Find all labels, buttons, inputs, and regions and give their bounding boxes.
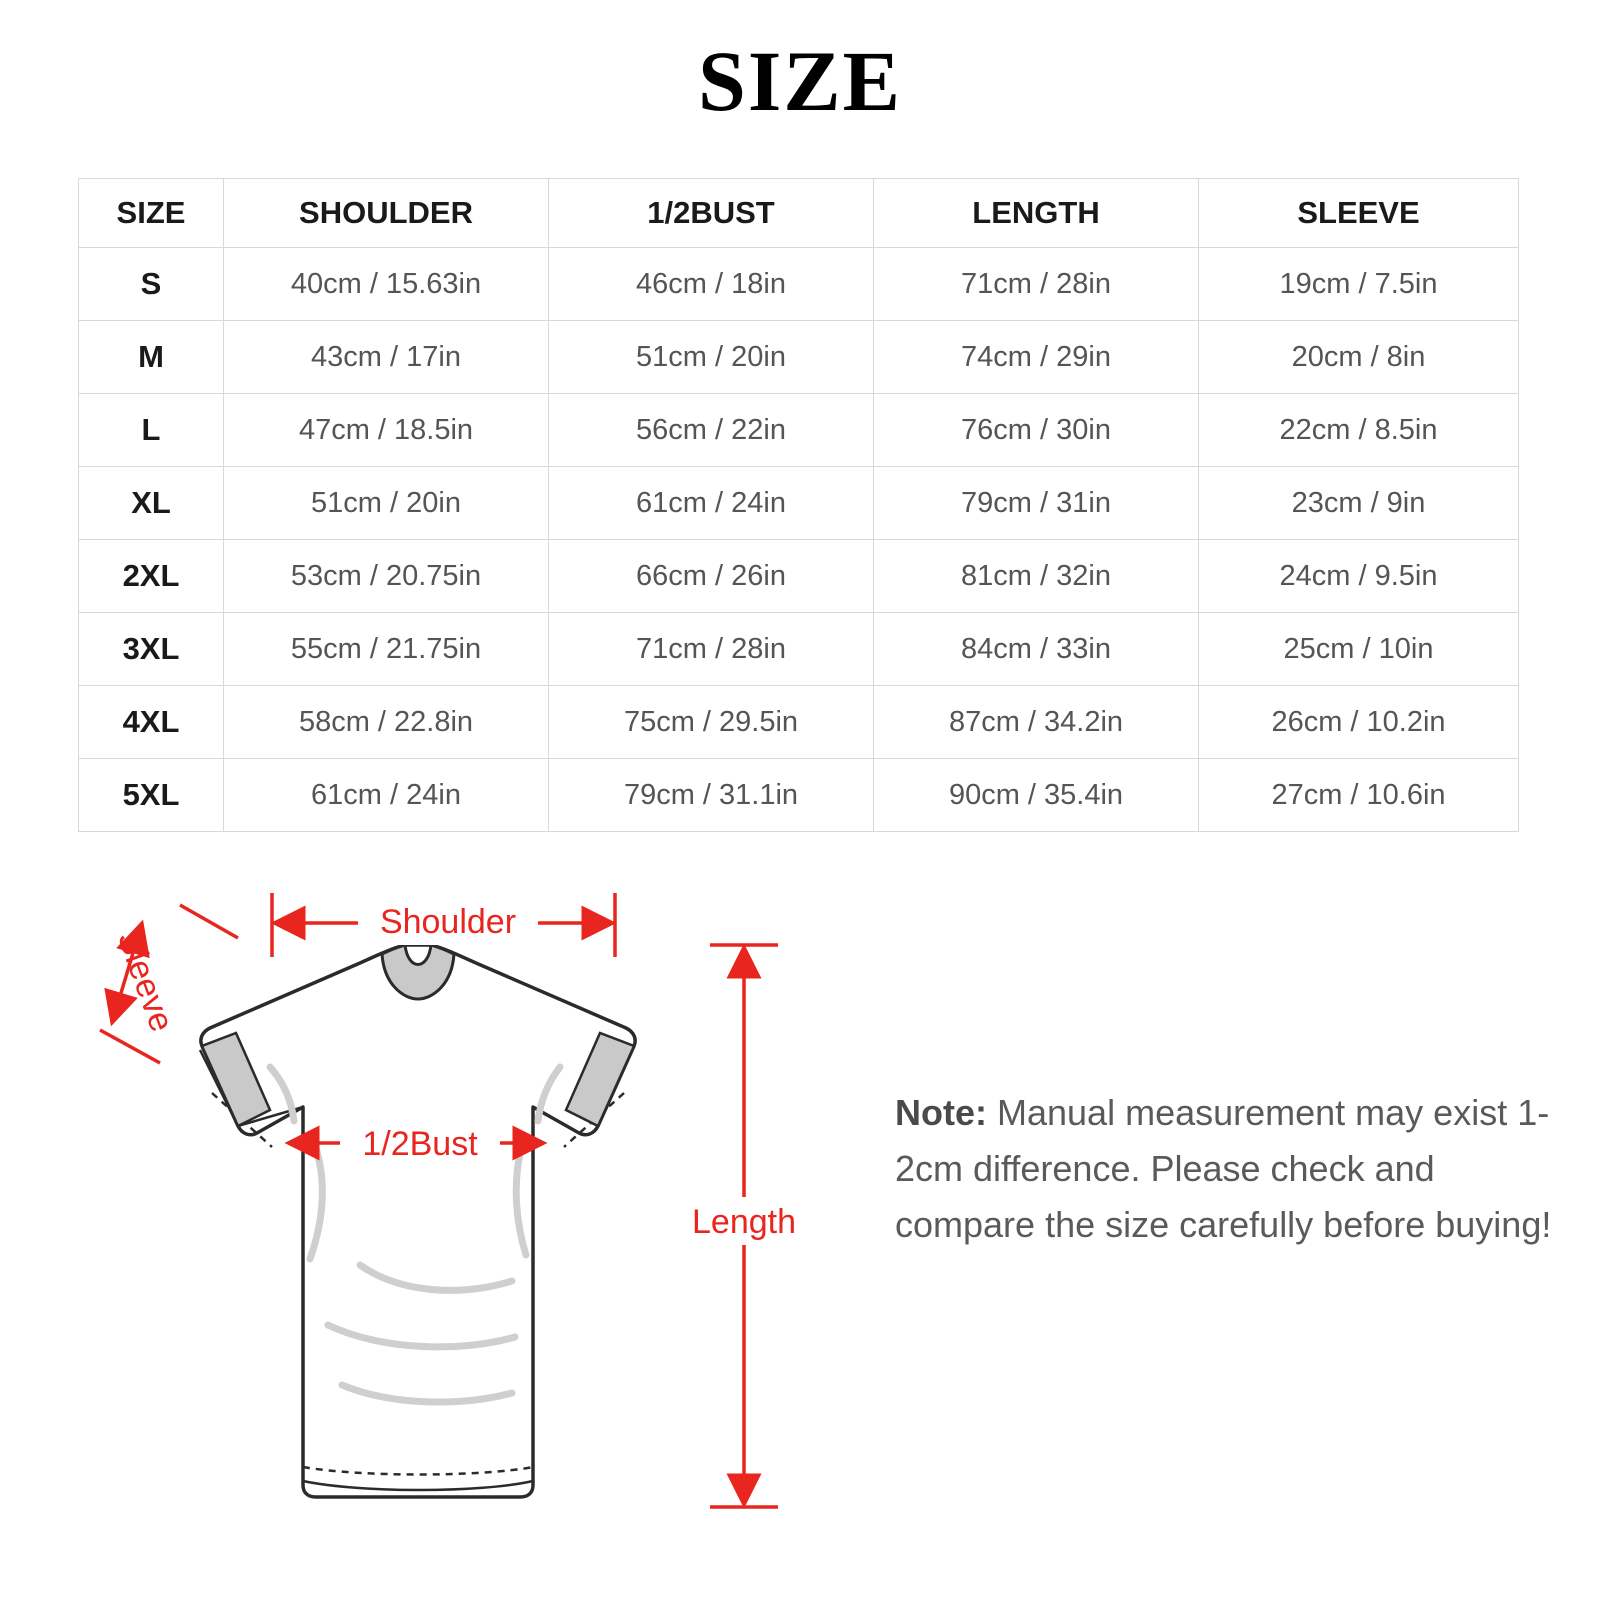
cell-bust: 56cm / 22in [549,394,874,467]
column-header-bust: 1/2BUST [549,179,874,248]
cell-bust: 66cm / 26in [549,540,874,613]
cell-sleeve: 22cm / 8.5in [1199,394,1519,467]
cell-length: 76cm / 30in [874,394,1199,467]
table-row [79,248,1519,321]
cell-length: 81cm / 32in [874,540,1199,613]
cell-shoulder: 58cm / 22.8in [224,686,549,759]
cell-sleeve: 24cm / 9.5in [1199,540,1519,613]
table-row [79,321,1519,394]
cell-length: 84cm / 33in [874,613,1199,686]
cell-size: S [79,248,224,321]
cell-length: 90cm / 35.4in [874,759,1199,832]
table-row [79,540,1519,613]
table-row [79,613,1519,686]
cell-shoulder: 40cm / 15.63in [224,248,549,321]
cell-sleeve: 23cm / 9in [1199,467,1519,540]
cell-length: 87cm / 34.2in [874,686,1199,759]
cell-size: M [79,321,224,394]
column-header-size: SIZE [79,179,224,248]
cell-bust: 61cm / 24in [549,467,874,540]
column-header-shoulder: SHOULDER [224,179,549,248]
table-row [79,467,1519,540]
cell-shoulder: 53cm / 20.75in [224,540,549,613]
cell-size: 5XL [79,759,224,832]
cell-shoulder: 47cm / 18.5in [224,394,549,467]
cell-size: L [79,394,224,467]
cell-shoulder: 61cm / 24in [224,759,549,832]
cell-length: 74cm / 29in [874,321,1199,394]
column-header-length: LENGTH [874,179,1199,248]
page-title: SIZE [697,33,903,129]
cell-shoulder: 51cm / 20in [224,467,549,540]
cell-sleeve: 26cm / 10.2in [1199,686,1519,759]
cell-bust: 75cm / 29.5in [549,686,874,759]
cell-bust: 79cm / 31.1in [549,759,874,832]
note-block [895,1085,1555,1252]
cell-size: 2XL [79,540,224,613]
cell-size: 3XL [79,613,224,686]
note-text: Manual measurement may exist 1-2cm difference. Please check and compare the size carefully before buying! [895,1092,1552,1245]
cell-length: 79cm / 31in [874,467,1199,540]
cell-size: 4XL [79,686,224,759]
tshirt-measurement-diagram [60,845,860,1565]
cell-size: XL [79,467,224,540]
cell-sleeve: 20cm / 8in [1199,321,1519,394]
cell-bust: 46cm / 18in [549,248,874,321]
note-label: Note: [895,1092,987,1133]
shoulder-label: Shoulder [379,903,517,941]
column-header-sleeve: SLEEVE [1199,179,1519,248]
tshirt-illustration [200,945,635,1497]
cell-shoulder: 55cm / 21.75in [224,613,549,686]
cell-sleeve: 27cm / 10.6in [1199,759,1519,832]
cell-shoulder: 43cm / 17in [224,321,549,394]
sleeve-label: Sleeve [109,925,181,1037]
bust-label: 1/2Bust [362,1125,478,1163]
cell-bust: 71cm / 28in [549,613,874,686]
table-row [79,759,1519,832]
cell-length: 71cm / 28in [874,248,1199,321]
cell-bust: 51cm / 20in [549,321,874,394]
table-row [79,686,1519,759]
cell-sleeve: 19cm / 7.5in [1199,248,1519,321]
cell-sleeve: 25cm / 10in [1199,613,1519,686]
table-header-row [79,179,1519,248]
table-row [79,394,1519,467]
length-label: Length [692,1203,796,1241]
size-chart-table [78,178,1519,832]
